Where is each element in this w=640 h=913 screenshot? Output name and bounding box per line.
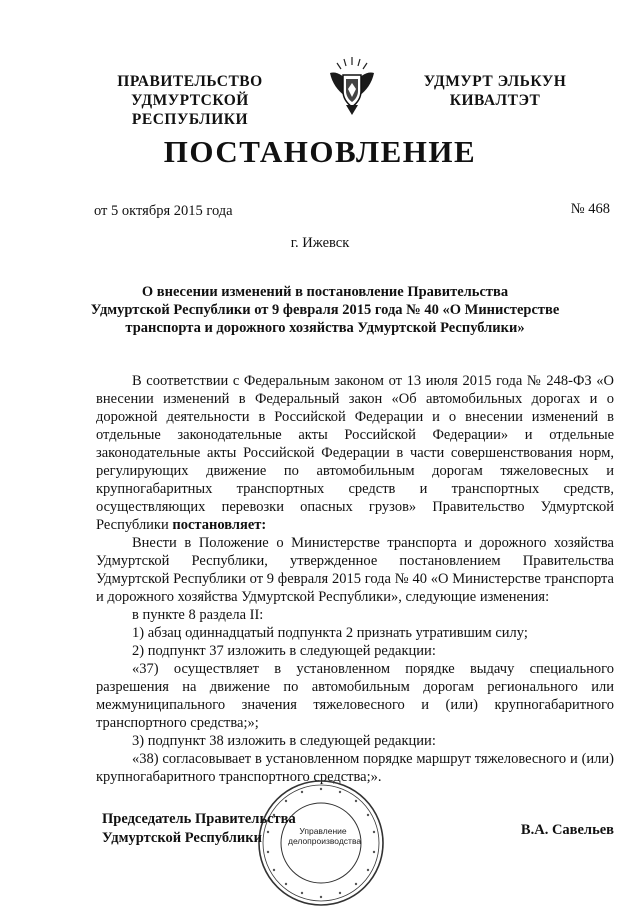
seal-text — [288, 826, 362, 846]
body-paragraph-4: 1) абзац одиннадцатый подпункта 2 признать утратившим силу; — [132, 625, 528, 641]
document-city: г. Ижевск — [290, 235, 350, 251]
signature-position — [102, 810, 296, 848]
signature-name: В.А. Савельев — [520, 822, 614, 838]
body-paragraph-6: «37) осуществляет в установленном порядке выдачу специального разрешения на движение по автомобильным дорогам регионального или межмуниципального значения тяжеловесного и (или) крупногабаритного транспортного средства;»; — [96, 661, 614, 731]
body-paragraph-7: 3) подпункт 38 изложить в следующей редакции: — [132, 733, 436, 749]
signature-position-line1: Председатель Правительства — [102, 811, 296, 827]
header-right-line2: КИВАЛТЭТ — [449, 92, 541, 109]
document-number: № 468 — [570, 201, 610, 217]
header-right — [420, 72, 570, 110]
body-paragraph-2: Внести в Положение о Министерстве транспорта и дорожного хозяйства Удмуртской Республики, утвержденное постановлением Правительства Удмуртской Республики от 9 февраля 2015 года № 40 «О Министерстве транспорта и дорожного хозяйства Удмуртской Республики», следующие изменения: — [96, 535, 614, 605]
seal-line1: Управление — [299, 826, 347, 836]
body-paragraph-3: в пункте 8 раздела II: — [132, 607, 264, 623]
document-date: от 5 октября 2015 года — [94, 203, 233, 219]
body-paragraph-5: 2) подпункт 37 изложить в следующей редакции: — [132, 643, 436, 659]
header-left-line1: ПРАВИТЕЛЬСТВО — [117, 73, 263, 90]
header-right-line1: УДМУРТ ЭЛЬКУН — [423, 73, 567, 90]
subject-line3: транспорта и дорожного хозяйства Удмуртской Республики» — [125, 320, 525, 336]
document-title: ПОСТАНОВЛЕНИЕ — [163, 134, 477, 169]
signature-position-line2: Удмуртской Республики — [102, 830, 262, 846]
body-paragraph-1-text: В соответствии с Федеральным законом от 13 июля 2015 года № 248-ФЗ «О внесении изменений в Федеральный закон «Об автомобильных дорогах и о дорожной деятельности в Российской Федерации и о внесении изменений в отдельные законодательные акты Российской Федерации» и отдельные законодательные акты Российской Федерации в части совершенствования норм, регулирующих движение по автомобильным дорогам тяжеловесных и крупногабаритных транспортных средств и транспортных средств, осуществляющих перевозки опасных грузов» Правительство Удмуртской Республики — [96, 373, 614, 533]
document-subject — [90, 283, 560, 337]
seal-line2: делопроизводства — [288, 836, 362, 846]
header-left — [80, 72, 300, 129]
body-paragraph-1 — [96, 372, 614, 534]
body-resolution-word: постановляет: — [172, 517, 267, 533]
body-paragraph-8: «38) согласовывает в установленном порядке маршрут тяжеловесного и (или) крупногабаритного транспортного средства;». — [96, 751, 614, 785]
udmurtia-coat-of-arms-icon — [326, 55, 378, 117]
subject-line2: Удмуртской Республики от 9 февраля 2015 года № 40 «О Министерстве — [90, 302, 560, 318]
subject-line1: О внесении изменений в постановление Правительства — [141, 284, 509, 300]
document-body — [96, 372, 614, 786]
header-left-line2: УДМУРТСКОЙ РЕСПУБЛИКИ — [131, 92, 249, 128]
